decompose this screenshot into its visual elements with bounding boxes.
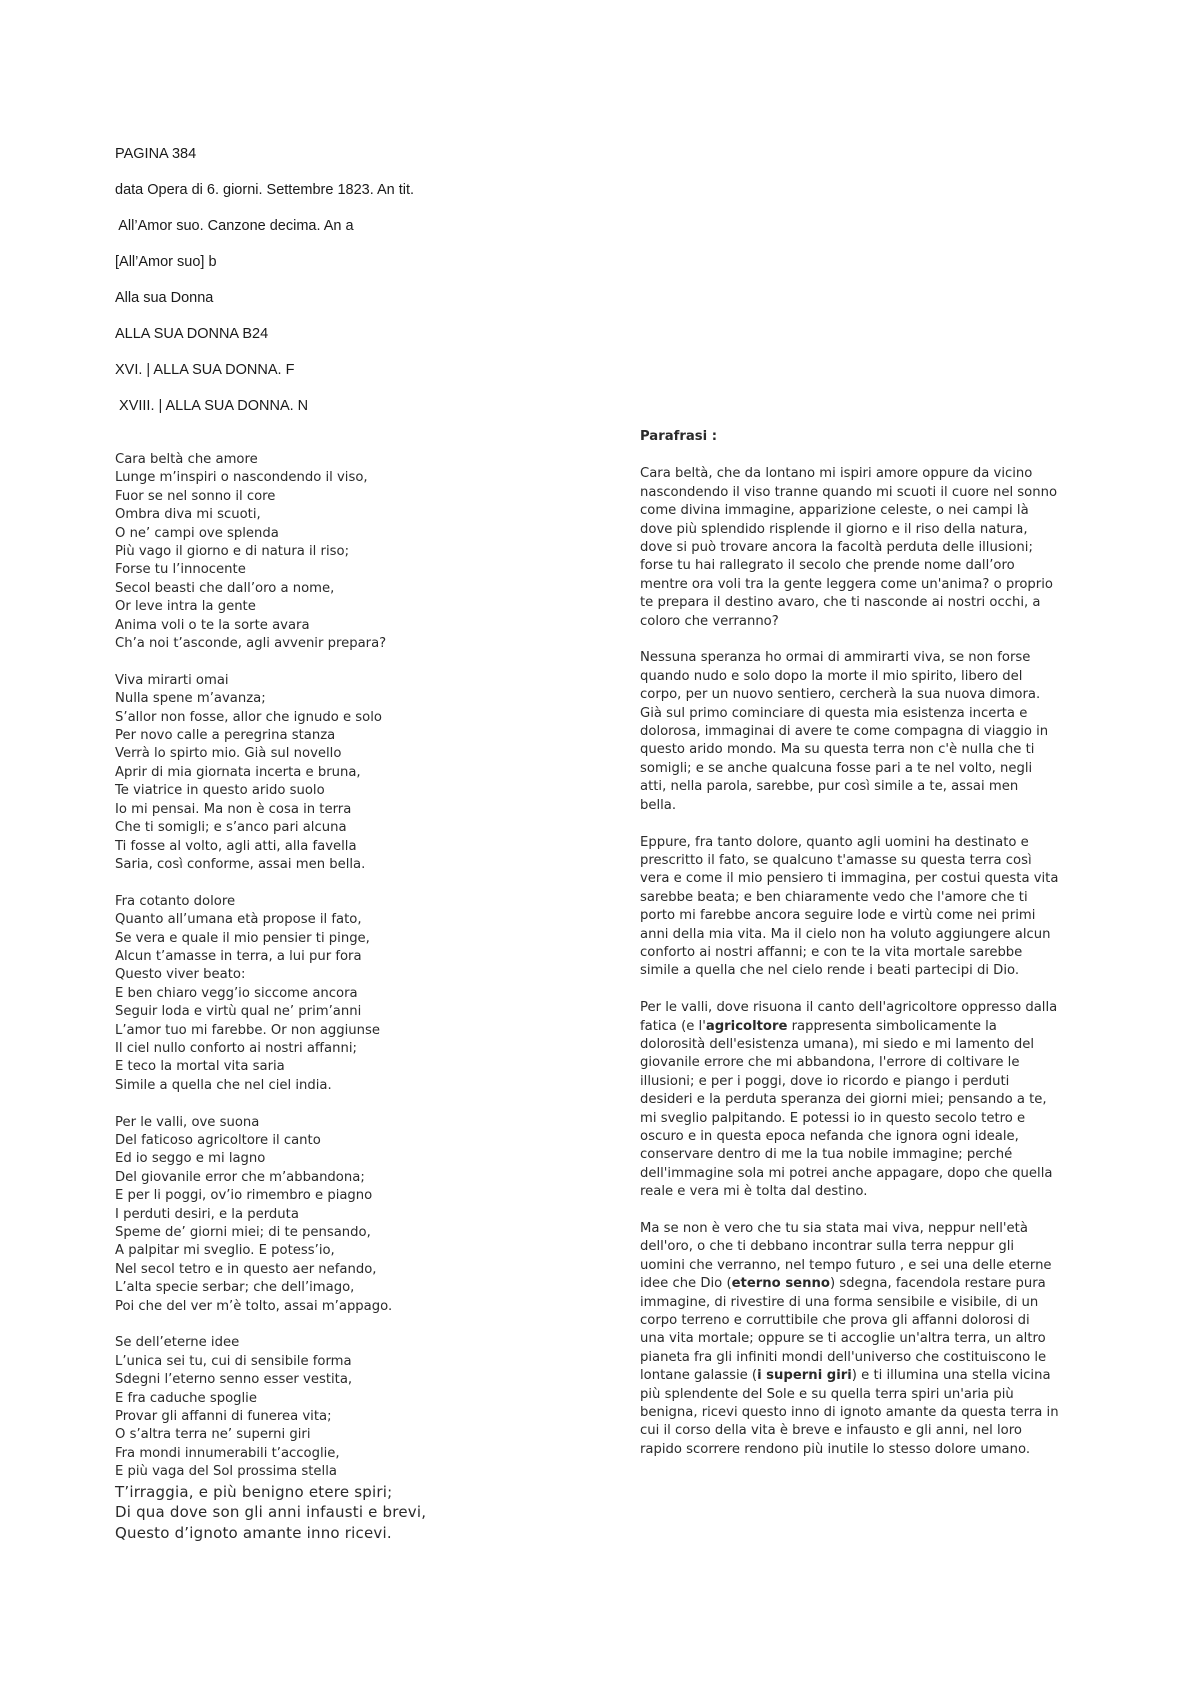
parafrasi-line: te prepara il destino avaro, che ti nasconde ai nostri occhi, a <box>640 595 1041 611</box>
poem-stanza <box>115 1114 585 1316</box>
parafrasi-line: reale e vera mi è tolta dal destino. <box>640 1184 868 1200</box>
poem-line: Aprir di mia giornata incerta e bruna, <box>115 764 361 780</box>
poem-line: Del faticoso agricoltore il canto <box>115 1132 321 1148</box>
parafrasi-line: Nessuna speranza ho ormai di ammirarti viva, se non forse <box>640 650 1031 666</box>
poem-line: Provar gli affanni di funerea vita; <box>115 1409 332 1425</box>
bold-term: eterno senno <box>731 1276 830 1292</box>
poem-line: A palpitar mi sveglio. E potess’io, <box>115 1243 335 1259</box>
poem-line: Poi che del ver m’è tolto, assai m’appago. <box>115 1298 393 1314</box>
poem-line: Quanto all’umana età propose il fato, <box>115 912 362 928</box>
poem-column <box>115 451 585 1543</box>
parafrasi-line: questo arido mondo. Ma su questa terra non c'è nulla che ti <box>640 742 1035 758</box>
header-line: XVI. | ALLA SUA DONNA. F <box>115 362 295 378</box>
parafrasi-line: corpo, per un nuovo sentiero, cercherà la sua nuova dimora. <box>640 687 1041 703</box>
poem-line: Per novo calle a peregrina stanza <box>115 728 336 744</box>
parafrasi-line: simile a quella che nel cielo rende i beati partecipi di Dio. <box>640 963 1020 979</box>
parafrasi-line: dove più splendido risplende il giorno e il riso della natura, <box>640 521 1028 537</box>
parafrasi-line: sarebbe beata; e ben chiaramente vedo che l'amore che ti <box>640 889 1028 905</box>
parafrasi-line: benigna, ricevi questo inno di ignoto amante da questa terra in <box>640 1405 1059 1421</box>
poem-line: Ti fosse al volto, agli atti, alla favella <box>115 838 357 854</box>
poem-line: E fra caduche spoglie <box>115 1390 257 1406</box>
parafrasi-body <box>640 465 1100 1459</box>
header-line: XVIII. | ALLA SUA DONNA. N <box>115 398 309 414</box>
parafrasi-line: idee che Dio (eterno senno) sdegna, facendola restare pura <box>640 1276 1046 1292</box>
poem-stanza <box>115 1334 585 1481</box>
parafrasi-paragraph <box>640 649 1100 815</box>
parafrasi-paragraph <box>640 465 1100 631</box>
poem-line: Più vago il giorno e di natura il riso; <box>115 544 350 560</box>
parafrasi-line: quando nudo e solo dopo la morte il mio spirito, libero del <box>640 668 1023 684</box>
parafrasi-line: bella. <box>640 797 677 813</box>
poem-line: E ben chiaro vegg’io siccome ancora <box>115 985 358 1001</box>
poem-stanza <box>115 451 585 653</box>
header-line: [All’Amor suo] b <box>115 254 217 270</box>
poem-line: Lunge m’inspiri o nascondendo il viso, <box>115 470 368 486</box>
parafrasi-line: Ma se non è vero che tu sia stata mai viva, neppur nell'età <box>640 1221 1028 1236</box>
parafrasi-line: come divina immagine, apparizione celeste, o nei campi là <box>640 503 1029 519</box>
parafrasi-line: cui il corso della vita è breve e infausto e gli anni, nel loro <box>640 1423 1022 1439</box>
bold-term: i superni giri <box>757 1368 852 1384</box>
poem-line: I perduti desiri, e la perduta <box>115 1206 299 1222</box>
poem-final-lines <box>115 1482 585 1544</box>
poem-line: Se dell’eterne idee <box>115 1335 240 1351</box>
poem-stanza <box>115 893 585 1095</box>
poem-line: Nel secol tetro e in questo aer nefando, <box>115 1261 377 1277</box>
poem-line: L’amor tuo mi farebbe. Or non aggiunse <box>115 1022 381 1038</box>
parafrasi-line: rapido scorrere rendono più inutile lo stesso dolore umano. <box>640 1441 1031 1457</box>
poem-line: Speme de’ giorni miei; di te pensando, <box>115 1225 371 1241</box>
parafrasi-line: dell'immagine sola mi potrei anche appagare, dopo che quella <box>640 1165 1053 1181</box>
poem-line: O s’altra terra ne’ superni giri <box>115 1427 311 1443</box>
parafrasi-line: forse tu hai rallegrato il secolo che prende nome dall’oro <box>640 558 1015 574</box>
parafrasi-line: atti, nella parola, sarebbe, pur così simile a te, assai men <box>640 779 1019 795</box>
poem-line: Fra mondi innumerabili t’accoglie, <box>115 1445 340 1461</box>
parafrasi-line: vera e come il mio pensiero ti immagina, per costui questa vita <box>640 871 1059 887</box>
poem-line: Cara beltà che amore <box>115 452 258 467</box>
parafrasi-line: coloro che verranno? <box>640 613 779 629</box>
parafrasi-line: porto mi farebbe ancora seguire lode e virtù come nei primi <box>640 908 1036 924</box>
parafrasi-line: dell'oro, o che ti debbano incontrar sulla terra neppur gli <box>640 1239 1015 1255</box>
parafrasi-line: conservare dentro di me la tua nobile immagine; perché <box>640 1147 1013 1163</box>
poem-line: E più vaga del Sol prossima stella <box>115 1464 337 1480</box>
parafrasi-line: prescritto il fato, se qualcuno t'amasse su questa terra così <box>640 852 1032 868</box>
poem-line: Simile a quella che nel ciel india. <box>115 1077 332 1093</box>
poem-line: Ombra diva mi scuoti, <box>115 507 261 523</box>
parafrasi-line: dolorosità dell'esistenza umana), mi siedo e mi lamento del <box>640 1036 1035 1052</box>
parafrasi-line: corpo terreno e corruttibile che prova gli affanni dolorosi di <box>640 1313 1030 1329</box>
parafrasi-line: Già sul primo cominciare di questa mia esistenza incerta e <box>640 705 1028 721</box>
poem-line: Del giovanile error che m’abbandona; <box>115 1169 365 1185</box>
parafrasi-line: immagine, di rivestire di una forma sensibile e visibile, di un <box>640 1294 1039 1310</box>
header-line: data Opera di 6. giorni. Settembre 1823. An tit. <box>115 182 415 198</box>
parafrasi-line: pianeta fra gli infiniti mondi dell'universo che costituiscono le <box>640 1349 1047 1365</box>
poem-line: E per li poggi, ov’io rimembro e piagno <box>115 1188 373 1204</box>
parafrasi-line: una vita mortale; oppure se ti accoglie un'altra terra, un altro <box>640 1331 1046 1347</box>
poem-line: Fuor se nel sonno il core <box>115 488 276 504</box>
parafrasi-line: Per le valli, dove risuona il canto dell'agricoltore oppresso dalla <box>640 1000 1058 1016</box>
parafrasi-paragraph <box>640 834 1100 981</box>
poem-line: Alcun t’amasse in terra, a lui pur fora <box>115 948 362 964</box>
poem-line: Che ti somigli; e s’anco pari alcuna <box>115 820 347 836</box>
poem-line: Ed io seggo e mi lagno <box>115 1151 266 1167</box>
parafrasi-paragraph <box>640 999 1100 1201</box>
parafrasi-line: più splendente del Sole e su quella terra spiri un'aria più <box>640 1386 1014 1402</box>
poem-stanza <box>115 672 585 874</box>
parafrasi-line: nascondendo il viso tranne quando mi scuoti il cuore nel sonno <box>640 484 1058 500</box>
poem-line: Questo d’ignoto amante inno ricevi. <box>115 1523 392 1542</box>
poem-line: Verrà lo spirto mio. Già sul novello <box>115 746 342 762</box>
poem-line: Sdegni l’eterno senno esser vestita, <box>115 1372 353 1388</box>
poem-line: Anima voli o te la sorte avara <box>115 617 310 633</box>
poem-line: E teco la mortal vita saria <box>115 1059 285 1075</box>
poem-line: T’irraggia, e più benigno etere spiri; <box>115 1482 393 1501</box>
poem-line: Secol beasti che dall’oro a nome, <box>115 580 335 596</box>
poem-line: L’unica sei tu, cui di sensibile forma <box>115 1353 352 1369</box>
parafrasi-line: giovanile errore che mi abbandona, l'errore di coltivare le <box>640 1055 1020 1071</box>
parafrasi-line: illusioni; e per i poggi, dove io ricordo e piango i perduti <box>640 1073 1010 1089</box>
poem-line: Saria, così conforme, assai men bella. <box>115 856 366 872</box>
parafrasi-line: conforto ai nostri affanni; e con te la vita mortale sarebbe <box>640 944 1023 960</box>
poem-line: L’alta specie serbar; che dell’imago, <box>115 1280 355 1296</box>
parafrasi-line: lontane galassie (i superni giri) e ti illumina una stella vicina <box>640 1368 1051 1384</box>
parafrasi-line: uomini che verranno, nel tempo futuro , e sei una delle eterne <box>640 1257 1052 1273</box>
poem-line: O ne’ campi ove splenda <box>115 525 279 541</box>
parafrasi-column <box>640 428 1100 1478</box>
poem-line: Forse tu l’innocente <box>115 562 246 578</box>
parafrasi-line: desideri e la perduta speranza dei giorni miei; pensando a te, <box>640 1092 1047 1108</box>
parafrasi-line: somigli; e se anche qualcuna fosse pari a te nel volto, negli <box>640 760 1033 776</box>
header-line: Alla sua Donna <box>115 290 214 306</box>
poem-line: Se vera e quale il mio pensier ti pinge, <box>115 930 370 946</box>
parafrasi-line: anni della mia vita. Ma il cielo non ha voluto aggiungere alcun <box>640 926 1051 942</box>
poem-line: Io mi pensai. Ma non è cosa in terra <box>115 801 352 817</box>
poem-line: Viva mirarti omai <box>115 672 229 688</box>
poem-line: Di qua dove son gli anni infausti e brevi, <box>115 1503 427 1522</box>
poem-line: Il ciel nullo conforto ai nostri affanni; <box>115 1040 357 1056</box>
poem-line: Or leve intra la gente <box>115 599 256 615</box>
parafrasi-line: mentre ora voli tra la gente leggera come un'anima? o proprio <box>640 576 1053 592</box>
parafrasi-line: dolorosa, immaginai di avere te come compagna di viaggio in <box>640 724 1049 740</box>
poem-line: Seguir loda e virtù qual ne’ prim’anni <box>115 1004 362 1020</box>
poem-line: Ch’a noi t’asconde, agli avvenir prepara? <box>115 636 387 652</box>
parafrasi-line: mi sveglio palpitando. E potessi io in questo secolo tetro e <box>640 1110 1026 1126</box>
poem-line: Fra cotanto dolore <box>115 893 236 909</box>
parafrasi-line: Cara beltà, che da lontano mi ispiri amore oppure da vicino <box>640 466 1033 482</box>
poem-line: Per le valli, ove suona <box>115 1114 260 1130</box>
header-line: PAGINA 384 <box>115 146 197 162</box>
parafrasi-line: Eppure, fra tanto dolore, quanto agli uomini ha destinato e <box>640 834 1029 850</box>
parafrasi-title: Parafrasi : <box>640 429 717 444</box>
parafrasi-line: oscuro e in questa epoca nefanda che ignora ogni ideale, <box>640 1128 1019 1144</box>
header-line: All’Amor suo. Canzone decima. An a <box>115 218 354 234</box>
parafrasi-paragraph <box>640 1220 1100 1459</box>
poem-line: Te viatrice in questo arido suolo <box>115 783 325 799</box>
parafrasi-line: dove si può trovare ancora la facoltà perduta delle illusioni; <box>640 540 1033 556</box>
bold-term: agricoltore <box>705 1018 788 1034</box>
parafrasi-line: fatica (e l'agricoltore rappresenta simbolicamente la <box>640 1018 997 1034</box>
poem-line: Questo viver beato: <box>115 967 246 983</box>
poem-line: S’allor non fosse, allor che ignudo e solo <box>115 709 382 725</box>
poem-line: Nulla spene m’avanza; <box>115 691 266 707</box>
header-line: ALLA SUA DONNA B24 <box>115 326 269 342</box>
